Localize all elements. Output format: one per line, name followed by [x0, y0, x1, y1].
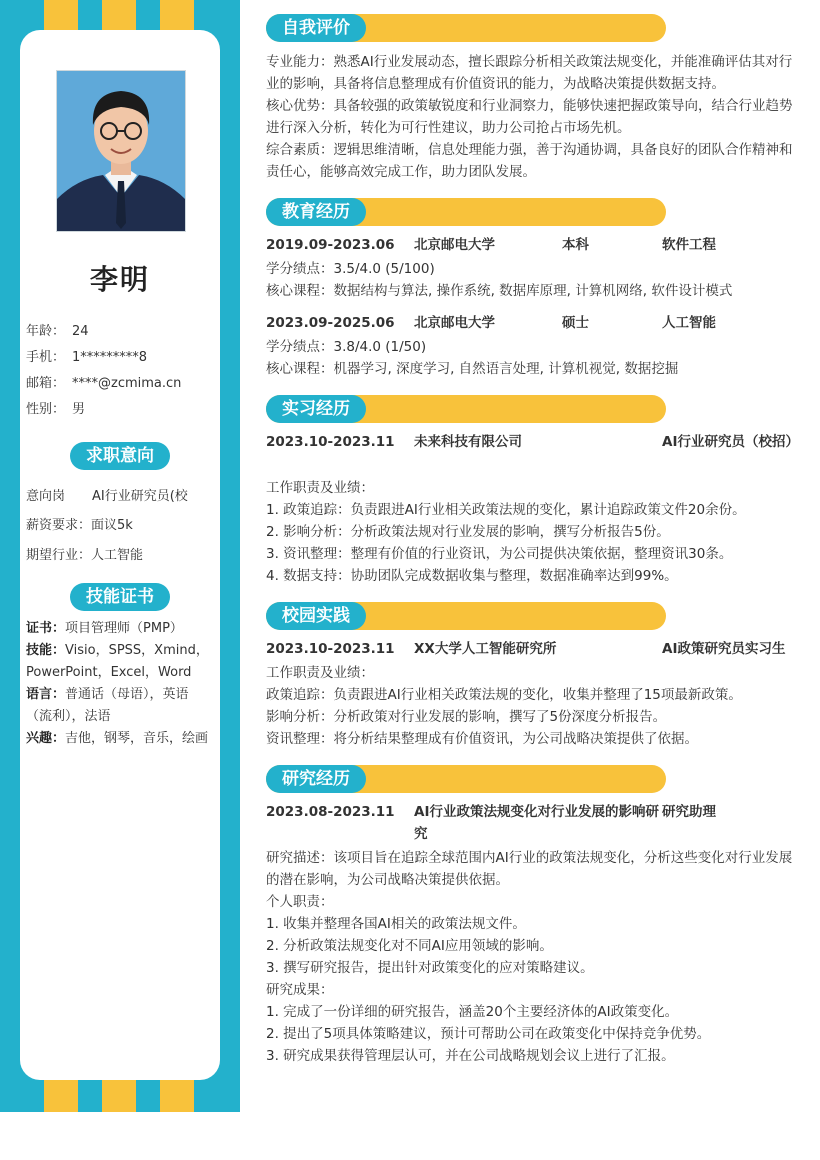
language-row: [26, 684, 214, 728]
self-eval-section-bar: [266, 14, 666, 42]
duty-title: 工作职责及业绩：: [266, 480, 374, 496]
phone-value: 1*********8: [72, 350, 148, 365]
email-row: [26, 372, 181, 391]
education-row: [266, 234, 796, 256]
result-item: 2. 提出了5项具体策略建议，预计可帮助公司在政策变化中保持竞争优势。: [266, 1026, 711, 1042]
responsibility-item: 1. 收集并整理各国AI相关的政策法规文件。: [266, 916, 526, 932]
education-gpa: 学分绩点：3.8/4.0 (1/50): [266, 339, 427, 355]
intent-salary-value: 面议5k: [91, 518, 133, 533]
result-item: 1. 完成了一份详细的研究报告，涵盖20个主要经济体的AI政策变化。: [266, 1004, 679, 1020]
education-courses: 核心课程：机器学习, 深度学习, 自然语言处理, 计算机视觉, 数据挖掘: [266, 361, 679, 377]
gender-row: [26, 398, 85, 417]
education-school: 北京邮电大学: [414, 315, 495, 331]
education-school: 北京邮电大学: [414, 237, 495, 253]
education-row: [266, 312, 796, 334]
education-major: 人工智能: [662, 315, 716, 331]
education-date: 2023.09-2025.06: [266, 315, 395, 331]
language-label: 语言：: [26, 687, 66, 702]
research-date: 2023.08-2023.11: [266, 804, 395, 820]
portrait-photo: [56, 70, 186, 232]
self-eval-line: 综合素质：逻辑思维清晰，信息处理能力强，善于沟通协调，具备良好的团队合作精神和责任心，能够高效完成工作，助力团队发展。: [266, 142, 793, 180]
result-title: 研究成果：: [266, 982, 334, 998]
campus-org: XX大学人工智能研究所: [414, 641, 557, 657]
result-item: 3. 研究成果获得管理层认可，并在公司战略规划会议上进行了汇报。: [266, 1048, 675, 1064]
campus-duties: [266, 662, 796, 750]
duty-item: 资讯整理：将分析结果整理成有价值资讯，为公司战略决策提供了依据。: [266, 731, 698, 747]
hobby-row: [26, 728, 214, 750]
intent-position-value: AI行业研究员(校: [92, 489, 188, 504]
skill-label: 技能：: [26, 643, 66, 658]
research-details: [266, 847, 796, 1067]
duty-item: 政策追踪：负责跟进AI行业相关政策法规的变化，收集并整理了15项最新政策。: [266, 687, 742, 703]
self-eval-line: 核心优势：具备较强的政策敏锐度和行业洞察力，能够快速把握政策导向，结合行业趋势进行深入分析，转化为可行性建议，助力公司抢占市场先机。: [266, 98, 793, 136]
age-label: 年龄：: [26, 324, 66, 339]
phone-label: 手机：: [26, 350, 66, 365]
responsibility-item: 3. 撰写研究报告，提出针对政策变化的应对策略建议。: [266, 960, 594, 976]
intent-position-label: 意向岗: [26, 489, 66, 504]
campus-role: AI政策研究员实习生: [662, 641, 786, 657]
duty-item: 4. 数据支持：协助团队完成数据收集与整理，数据准确率达到99%。: [266, 568, 678, 584]
intent-industry-label: 期望行业：: [26, 548, 92, 563]
intent-industry-value: 人工智能: [91, 548, 144, 563]
profile-card: [20, 30, 220, 1080]
intent-salary-label: 薪资要求：: [26, 518, 92, 533]
decor-stripe: [160, 1080, 194, 1112]
decor-stripe: [44, 0, 78, 30]
education-major: 软件工程: [662, 237, 716, 253]
hobby-label: 兴趣：: [26, 731, 66, 746]
job-intent-heading: 求职意向: [70, 442, 170, 470]
decor-stripe: [44, 1080, 78, 1112]
candidate-name: 李明: [89, 263, 150, 296]
decor-stripe: [102, 0, 136, 30]
skill-row: [26, 640, 214, 684]
education-gpa: 学分绩点：3.5/4.0 (5/100): [266, 261, 435, 277]
cert-label: 证书：: [26, 621, 66, 636]
research-section-bar: [266, 765, 666, 793]
research-heading: 研究经历: [266, 765, 366, 793]
education-details: [266, 336, 796, 380]
campus-heading: 校园实践: [266, 602, 366, 630]
age-value: 24: [72, 324, 89, 339]
internship-company: 未来科技有限公司: [414, 434, 522, 450]
decor-stripe: [102, 1080, 136, 1112]
intent-salary-row: [26, 514, 133, 533]
campus-row: [266, 638, 796, 660]
education-details: [266, 258, 796, 302]
responsibility-item: 2. 分析政策法规变化对不同AI应用领域的影响。: [266, 938, 553, 954]
self-eval-line: 专业能力：熟悉AI行业发展动态，擅长跟踪分析相关政策法规变化，并能准确评估其对行业的影响，具备将信息整理成有价值资讯的能力，为战略决策提供数据支持。: [266, 54, 793, 92]
duty-item: 影响分析：分析政策对行业发展的影响，撰写了5份深度分析报告。: [266, 709, 667, 725]
internship-duties: [266, 477, 796, 587]
skills-list: [26, 618, 214, 750]
campus-section-bar: [266, 602, 666, 630]
internship-date: 2023.10-2023.11: [266, 434, 395, 450]
internship-row: [266, 431, 799, 475]
phone-row: [26, 346, 147, 365]
intent-position-row: [26, 485, 188, 504]
gender-label: 性别：: [26, 402, 66, 417]
research-description: 研究描述：该项目旨在追踪全球范围内AI行业的政策法规变化，分析这些变化对行业发展的潜在影响，为公司战略决策提供依据。: [266, 850, 793, 888]
research-project: AI行业政策法规变化对行业发展的影响研究: [414, 804, 659, 842]
education-degree: 本科: [562, 237, 589, 253]
age-row: [26, 320, 89, 339]
email-value: ****@zcmima.cn: [72, 376, 182, 391]
hobby-value: 吉他，钢琴，音乐，绘画: [65, 731, 209, 746]
duty-item: 1. 政策追踪：负责跟进AI行业相关政策法规的变化，累计追踪政策文件20余份。: [266, 502, 746, 518]
cert-row: [26, 618, 214, 640]
education-date: 2019.09-2023.06: [266, 237, 395, 253]
gender-value: 男: [72, 402, 86, 417]
education-section-bar: [266, 198, 666, 226]
cert-value: 项目管理师（PMP）: [65, 621, 183, 636]
internship-role: AI行业研究员（校招）: [662, 434, 799, 450]
education-courses: 核心课程：数据结构与算法, 操作系统, 数据库原理, 计算机网络, 软件设计模式: [266, 283, 733, 299]
research-row: [266, 801, 796, 845]
email-label: 邮箱：: [26, 376, 66, 391]
duty-item: 3. 资讯整理：整理有价值的行业资讯，为公司提供决策依据，整理资讯30条。: [266, 546, 733, 562]
education-degree: 硕士: [562, 315, 589, 331]
skills-heading: 技能证书: [70, 583, 170, 611]
skill-value: Visio，SPSS，Xmind，PowerPoint，Excel，Word: [26, 643, 209, 680]
self-eval-heading: 自我评价: [266, 14, 366, 42]
internship-section-bar: [266, 395, 666, 423]
education-heading: 教育经历: [266, 198, 366, 226]
self-eval-text: [266, 51, 796, 183]
duty-title: 工作职责及业绩：: [266, 665, 374, 681]
internship-heading: 实习经历: [266, 395, 366, 423]
intent-industry-row: [26, 544, 143, 563]
decor-stripe: [160, 0, 194, 30]
duty-item: 2. 影响分析：分析政策法规对行业发展的影响，撰写分析报告5份。: [266, 524, 670, 540]
campus-date: 2023.10-2023.11: [266, 641, 395, 657]
research-role: 研究助理: [662, 804, 716, 820]
language-value: 普通话（母语），英语（流利），法语: [26, 687, 189, 724]
responsibility-title: 个人职责：: [266, 894, 334, 910]
